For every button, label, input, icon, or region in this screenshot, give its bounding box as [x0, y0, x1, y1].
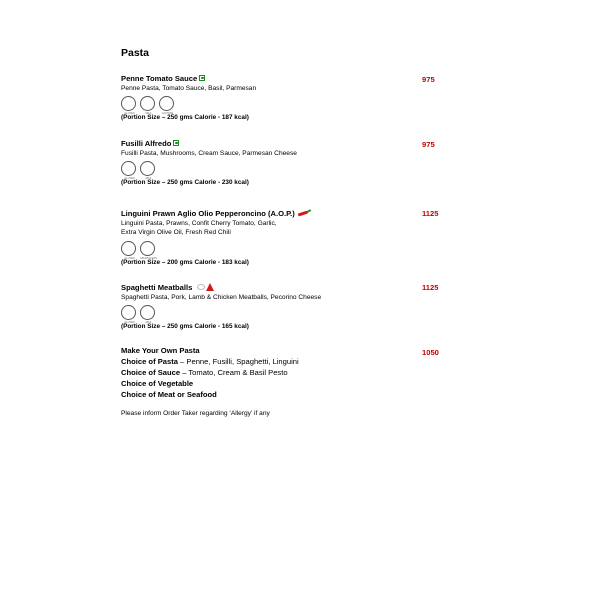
item-price: 975 — [422, 75, 435, 84]
item-description: Fusilli Pasta, Mushrooms, Cream Sauce, Parmesan Cheese — [121, 150, 297, 157]
milk-icon — [140, 96, 155, 111]
veg-icon — [173, 140, 179, 146]
make-your-own-price: 1050 — [422, 348, 439, 357]
choice-label: Choice of Pasta — [121, 357, 178, 366]
crustacean-icon — [140, 241, 155, 256]
item-portion: (Portion Size – 250 gms Calorie - 230 kcal) — [121, 179, 249, 187]
milk-icon — [140, 305, 155, 320]
gluten-icon — [121, 161, 136, 176]
menu-item-linguini-prawn — [121, 207, 451, 266]
choice-pasta — [121, 356, 451, 367]
allergen-icons — [121, 241, 451, 257]
chili-icon — [298, 210, 312, 216]
item-description-line-2: Extra Virgin Olive Oil, Fresh Red Chili — [121, 229, 231, 237]
choice-vegetable — [121, 378, 451, 389]
gluten-icon — [121, 96, 136, 111]
menu-item-spaghetti-meatballs — [121, 281, 451, 330]
allergy-note: Please inform Order Taker regarding ‘Allergy’ if any — [121, 410, 270, 417]
pork-icon — [197, 284, 205, 290]
item-price: 1125 — [422, 209, 439, 218]
choice-label: Choice of Sauce — [121, 368, 181, 377]
menu-item-fusilli-alfredo — [121, 137, 451, 186]
item-price: 1125 — [422, 283, 439, 292]
item-name: Linguini Prawn Aglio Olio Pepperoncino (A.O.P.) — [121, 208, 295, 218]
menu-item-penne-tomato-sauce — [121, 72, 451, 121]
allergen-icons — [121, 96, 451, 112]
item-name: Fusilli Alfredo — [121, 138, 172, 148]
item-description: Spaghetti Pasta, Pork, Lamb & Chicken Meatballs, Pecorino Cheese — [121, 294, 322, 301]
item-portion: (Portion Size – 200 gms Calorie - 183 kcal) — [121, 258, 249, 266]
make-your-own-title: Make Your Own Pasta — [121, 346, 200, 355]
item-price: 975 — [422, 140, 435, 149]
section-title: Pasta — [121, 47, 150, 59]
choice-sauce — [121, 367, 451, 378]
choice-options: – Penne, Fusilli, Spaghetti, Linguini — [177, 357, 299, 366]
milk-icon — [140, 161, 155, 176]
item-description-line-1: Linguini Pasta, Prawns, Confit Cherry Tomato, Garlic, — [121, 220, 277, 227]
allergen-icons — [121, 161, 451, 177]
item-name: Penne Tomato Sauce — [121, 73, 198, 83]
veg-icon — [199, 75, 205, 81]
gluten-icon — [121, 241, 136, 256]
choice-label: Choice of Vegetable — [121, 379, 194, 388]
warning-icon — [206, 283, 214, 291]
lactose-icon — [159, 96, 174, 111]
gluten-icon — [121, 305, 136, 320]
choice-label: Choice of Meat or Seafood — [121, 390, 217, 399]
item-name: Spaghetti Meatballs — [121, 282, 193, 292]
item-portion: (Portion Size – 250 gms Calorie - 165 kcal) — [121, 323, 249, 331]
choice-meat-seafood — [121, 389, 451, 400]
item-portion: (Portion Size – 250 gms Calorie - 187 kcal) — [121, 114, 249, 122]
allergen-icons — [121, 305, 451, 321]
make-your-own-block — [121, 345, 451, 400]
item-description: Penne Pasta, Tomato Sauce, Basil, Parmesan — [121, 85, 257, 92]
choice-options: – Tomato, Cream & Basil Pesto — [180, 368, 288, 377]
